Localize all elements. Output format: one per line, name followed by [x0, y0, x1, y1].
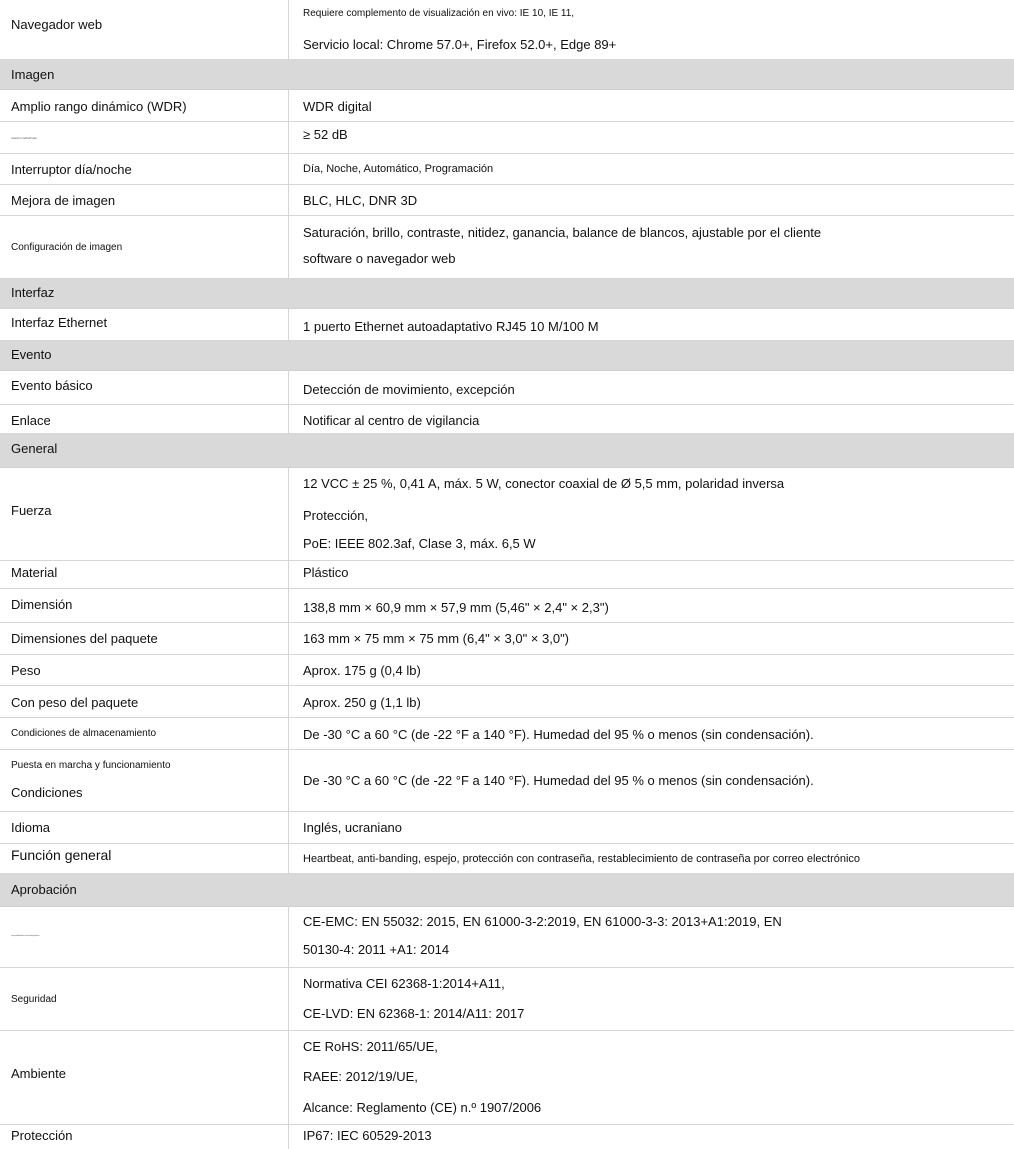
spec-row-day-night — [0, 154, 1014, 185]
section-header-evento — [0, 341, 1014, 371]
spec-label: Configuración de imagen — [11, 242, 123, 253]
section-header-aprobacion — [0, 874, 1014, 907]
spec-label: Enlace — [11, 413, 51, 428]
spec-label: Mejora de imagen — [11, 193, 116, 208]
spec-label: Idioma — [11, 820, 51, 835]
section-title: Interfaz — [11, 285, 55, 300]
spec-value: 12 VCC ± 25 %, 0,41 A, máx. 5 W, conector coaxial de Ø 5,5 mm, polaridad inversa — [303, 476, 785, 491]
spec-label: compatibilidad electromagnética — [11, 935, 40, 937]
spec-value: Notificar al centro de vigilancia — [303, 413, 480, 428]
spec-row-package-weight — [0, 686, 1014, 718]
spec-value: Inglés, ucraniano — [303, 820, 403, 835]
spec-label: Interruptor día/noche — [11, 162, 132, 177]
spec-row-dimension — [0, 589, 1014, 623]
spec-row-package-dimension — [0, 623, 1014, 655]
spec-value: ≥ 52 dB — [303, 127, 348, 142]
spec-label: Evento básico — [11, 378, 93, 393]
spec-row-general-function — [0, 844, 1014, 874]
spec-value: 163 mm × 75 mm × 75 mm (6,4" × 3,0" × 3,0") — [303, 631, 570, 646]
spec-label: Dimensiones del paquete — [11, 631, 158, 646]
spec-value: CE RoHS: 2011/65/UE, — [303, 1039, 438, 1054]
spec-value: Saturación, brillo, contraste, nitidez, ganancia, balance de blancos, ajustable por el cliente — [303, 225, 822, 240]
spec-row-emc — [0, 907, 1014, 968]
spec-value: CE-EMC: EN 55032: 2015, EN 61000-3-2:2019, EN 61000-3-3: 2013+A1:2019, EN — [303, 914, 782, 929]
spec-row-language — [0, 812, 1014, 844]
spec-label: Condiciones — [11, 785, 83, 800]
spec-value: De -30 °C a 60 °C (de -22 °F a 140 °F). Humedad del 95 % o menos (sin condensación). — [303, 727, 814, 742]
spec-label: Función general — [11, 847, 112, 863]
spec-value: 138,8 mm × 60,9 mm × 57,9 mm (5,46" × 2,4" × 2,3") — [303, 600, 609, 615]
spec-label: Dimensión — [11, 597, 73, 612]
spec-row-protection — [0, 1125, 1014, 1149]
spec-value: Día, Noche, Automático, Programación — [303, 163, 494, 175]
spec-label: Peso — [11, 663, 41, 678]
spec-label: Interfaz Ethernet — [11, 315, 108, 330]
spec-label: Seguridad — [11, 994, 57, 1005]
spec-value: Heartbeat, anti-banding, espejo, protección con contraseña, restablecimiento de contraseña por correo electrónico — [303, 853, 861, 865]
spec-row-storage-conditions — [0, 718, 1014, 750]
section-title: Evento — [11, 347, 52, 362]
spec-row-image-settings — [0, 216, 1014, 279]
spec-label: Navegador web — [11, 17, 103, 32]
spec-label: Con peso del paquete — [11, 695, 139, 710]
spec-row-wdr — [0, 90, 1014, 122]
spec-label: Condiciones de almacenamiento — [11, 728, 157, 739]
spec-value: Aprox. 250 g (1,1 lb) — [303, 695, 421, 710]
spec-row-operating-conditions — [0, 750, 1014, 812]
spec-value: De -30 °C a 60 °C (de -22 °F a 140 °F). Humedad del 95 % o menos (sin condensación). — [303, 773, 814, 788]
section-title: Imagen — [11, 67, 55, 82]
spec-label: Amplio rango dinámico (WDR) — [11, 99, 187, 114]
section-title: Aprobación — [11, 882, 77, 897]
spec-row-weight — [0, 655, 1014, 686]
spec-value: Aprox. 175 g (0,4 lb) — [303, 663, 421, 678]
spec-value: CE-LVD: EN 62368-1: 2014/A11: 2017 — [303, 1006, 525, 1021]
spec-value: 1 puerto Ethernet autoadaptativo RJ45 10 M/100 M — [303, 319, 599, 334]
spec-label: Puesta en marcha y funcionamiento — [11, 760, 171, 771]
spec-value: Alcance: Reglamento (CE) n.º 1907/2006 — [303, 1100, 542, 1115]
section-header-general — [0, 434, 1014, 468]
spec-row-environment — [0, 1031, 1014, 1125]
section-header-interfaz — [0, 279, 1014, 309]
spec-label: Material — [11, 565, 58, 580]
spec-value: Protección, — [303, 508, 369, 523]
spec-label: Fuerza — [11, 503, 52, 518]
spec-label: relación señal/ruido — [11, 136, 38, 140]
spec-label: Protección — [11, 1128, 73, 1143]
spec-row-image-enhancement — [0, 185, 1014, 216]
spec-value: Plástico — [303, 565, 349, 580]
spec-row-material — [0, 561, 1014, 589]
spec-value: Detección de movimiento, excepción — [303, 382, 515, 397]
spec-row-safety — [0, 968, 1014, 1031]
spec-row-ethernet — [0, 309, 1014, 341]
spec-row-power — [0, 468, 1014, 561]
spec-value: Servicio local: Chrome 57.0+, Firefox 52.0+, Edge 89+ — [303, 37, 617, 52]
spec-value: WDR digital — [303, 99, 372, 114]
section-title: General — [11, 441, 58, 456]
spec-value: BLC, HLC, DNR 3D — [303, 193, 418, 208]
section-header-imagen — [0, 60, 1014, 90]
spec-row-snr — [0, 122, 1014, 154]
spec-row-web-browser — [0, 0, 1014, 60]
spec-value: 50130-4: 2011 +A1: 2014 — [303, 942, 450, 957]
spec-value: Requiere complemento de visualización en vivo: IE 10, IE 11, — [303, 8, 575, 19]
spec-value: IP67: IEC 60529-2013 — [303, 1128, 432, 1143]
spec-label: Ambiente — [11, 1066, 66, 1081]
spec-value: RAEE: 2012/19/UE, — [303, 1069, 418, 1084]
spec-row-link — [0, 405, 1014, 434]
spec-row-basic-event — [0, 371, 1014, 405]
spec-value: PoE: IEEE 802.3af, Clase 3, máx. 6,5 W — [303, 536, 536, 551]
spec-value: software o navegador web — [303, 251, 456, 266]
spec-value: Normativa CEI 62368-1:2014+A11, — [303, 976, 505, 991]
